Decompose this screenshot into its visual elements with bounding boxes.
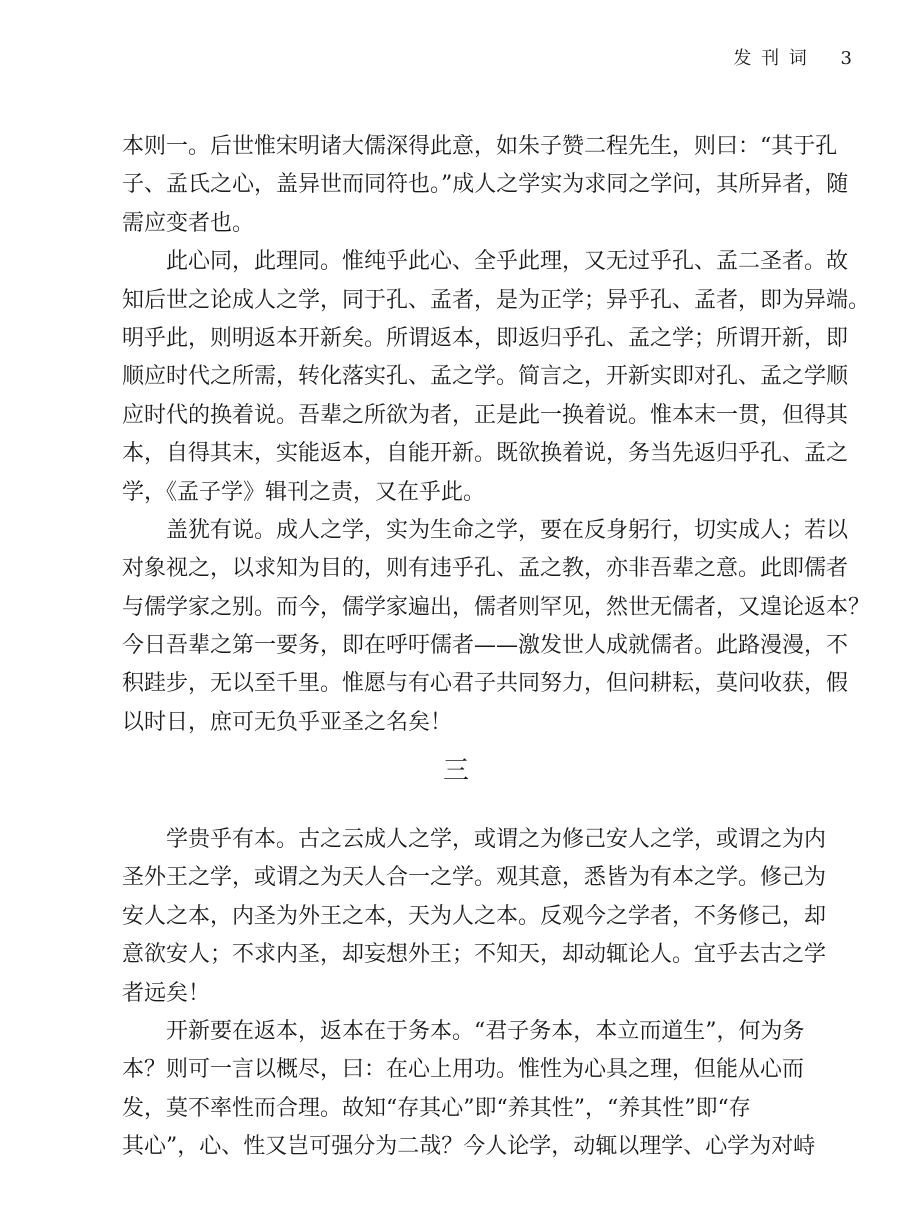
- text-line: 本？则可一言以概尽，曰：在心上用功。惟性为心具之理，但能从心而: [122, 1057, 805, 1083]
- text-line: 知后世之论成人之学，同于孔、孟者，是为正学；异乎孔、孟者，即为异端。: [122, 287, 871, 313]
- text-line: 安人之本，内圣为外王之本，天为人之本。反观今之学者，不务修己，却: [122, 903, 827, 929]
- text-line: 明乎此，则明返本开新矣。所谓返本，即返归乎孔、孟之学；所谓开新，即: [122, 325, 849, 351]
- text-line: 其心”，心、性又岂可强分为二哉？今人论学，动辄以理学、心学为对峙: [122, 1134, 816, 1160]
- text-line: 本则一。后世惟宋明诸大儒深得此意，如朱子赞二程先生，则曰：“其于孔: [122, 134, 838, 159]
- text-line: 需应变者也。: [122, 210, 255, 236]
- body-text-before-section: [122, 128, 871, 742]
- text-line: 积跬步，无以至千里。惟愿与有心君子共同努力，但问耕耘，莫问收获，假: [122, 671, 849, 697]
- text-line: 此心同，此理同。惟纯乎此心、全乎此理，又无过乎孔、孟二圣者。故: [122, 249, 849, 275]
- text-line: 开新要在返本，返本在于务本。“君子务本，本立而道生”，何为务: [122, 1018, 805, 1044]
- text-line: 意欲安人；不求内圣，却妄想外王；不知天，却动辄论人。宜乎去古之学: [122, 942, 827, 968]
- text-line: 盖犹有说。成人之学，实为生命之学，要在反身躬行，切实成人；若以: [122, 517, 849, 543]
- running-head: [733, 44, 852, 70]
- text-line: 发，莫不率性而合理。故知“存其心”即“养其性”，“养其性”即“存: [122, 1095, 751, 1121]
- text-line: 以时日，庶可无负乎亚圣之名矣！: [122, 709, 453, 735]
- text-line: 学，《孟子学》辑刊之责，又在乎此。: [122, 479, 486, 505]
- text-line: 者远矣！: [122, 980, 211, 1006]
- text-line: 与儒学家之别。而今，儒学家遍出，儒者则罕见，然世无儒者，又遑论返本？: [122, 594, 871, 620]
- running-head-title: 发 刊 词: [733, 48, 809, 69]
- text-line: 本，自得其末，实能返本，自能开新。既欲换着说，务当先返归乎孔、孟之: [122, 441, 849, 467]
- text-line: 学贵乎有本。古之云成人之学，或谓之为修己安人之学，或谓之为内: [122, 827, 827, 852]
- body-text-section-three: [122, 821, 827, 1167]
- text-line: 应时代的换着说。吾辈之所欲为者，正是此一换着说。惟本末一贯，但得其: [122, 402, 849, 428]
- page-number: 3: [840, 48, 852, 69]
- text-line: 圣外王之学，或谓之为天人合一之学。观其意，悉皆为有本之学。修己为: [122, 865, 827, 891]
- text-line: 子、孟氏之心，盖异世而同符也。”成人之学实为求同之学问，其所异者，随: [122, 172, 849, 198]
- text-line: 对象视之，以求知为目的，则有违乎孔、孟之教，亦非吾辈之意。此即儒者: [122, 556, 849, 582]
- section-heading: 三: [442, 756, 469, 786]
- text-line: 顺应时代之所需，转化落实孔、孟之学。简言之，开新实即对孔、孟之学顺: [122, 364, 849, 390]
- text-line: 今日吾辈之第一要务，即在呼吁儒者——激发世人成就儒者。此路漫漫，不: [122, 633, 849, 659]
